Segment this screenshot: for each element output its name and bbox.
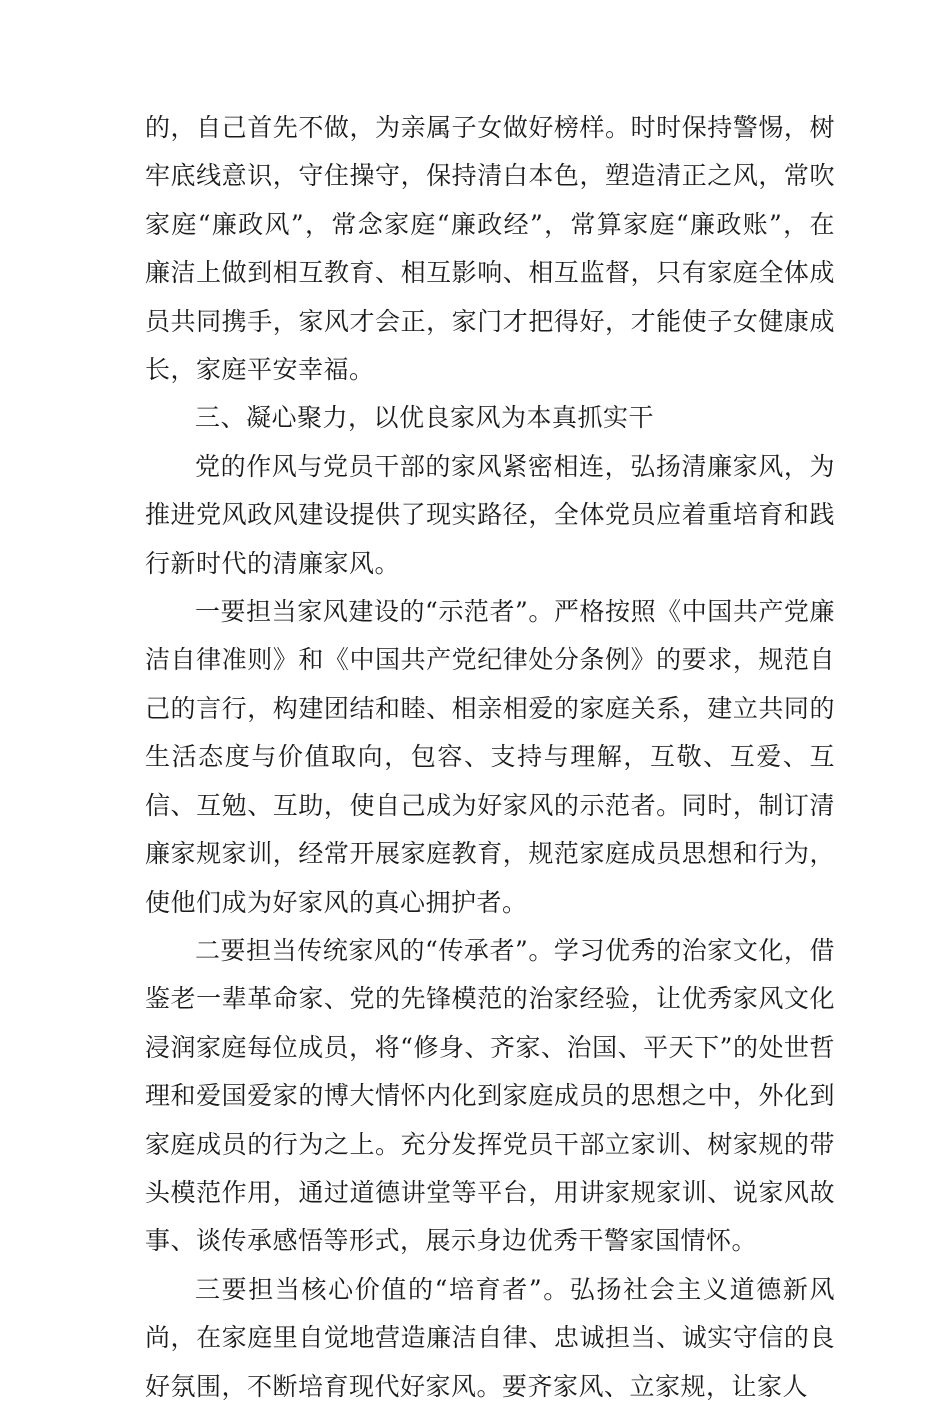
paragraph-point-three: 三要担当核心价值的“培育者”。弘扬社会主义道德新风尚，在家庭里自觉地营造廉洁自律、忠诚担当、诚实守信的良好氛围，不断培育现代好家风。要齐家风、立家规，让家人 [145,1274,835,1401]
paragraph-point-two: 二要担当传统家风的“传承者”。学习优秀的治家文化，借鉴老一辈革命家、党的先锋模范的治家经验，让优秀家风文化浸润家庭每位成员，将“修身、齐家、治国、平天下”的处世哲理和爱国爱家的博大情怀内化到家庭成员的思想之中，外化到家庭成员的行为之上。充分发挥党员干部立家训、树家规的带头模范作用，通过道德讲堂等平台，用讲家规家训、说家风故事、谈传承感悟等形式，展示身边优秀干警家国情怀。 [145,935,835,1256]
document-body [145,104,835,1411]
paragraph-point-one: 一要担当家风建设的“示范者”。严格按照《中国共产党廉洁自律准则》和《中国共产党纪律处分条例》的要求，规范自己的言行，构建团结和睦、相亲相爱的家庭关系，建立共同的生活态度与价值取向，包容、支持与理解，互敬、互爱、互信、互勉、互助，使自己成为好家风的示范者。同时，制订清廉家规家训，经常开展家庭教育，规范家庭成员思想和行为，使他们成为好家风的真心拥护者。 [145,597,835,917]
paragraph-continuation: 的，自己首先不做，为亲属子女做好榜样。时时保持警惕，树牢底线意识，守住操守，保持清白本色，塑造清正之风，常吹家庭“廉政风”，常念家庭“廉政经”，常算家庭“廉政账”，在廉洁上做到相互教育、相互影响、相互监督，只有家庭全体成员共同携手，家风才会正，家门才把得好，才能使子女健康成长，家庭平安幸福。 [145,113,835,385]
paragraph-intro: 党的作风与党员干部的家风紧密相连，弘扬清廉家风，为推进党风政风建设提供了现实路径，全体党员应着重培育和践行新时代的清廉家风。 [145,451,835,578]
section-heading: 三、凝心聚力，以优良家风为本真抓实干 [195,403,655,433]
